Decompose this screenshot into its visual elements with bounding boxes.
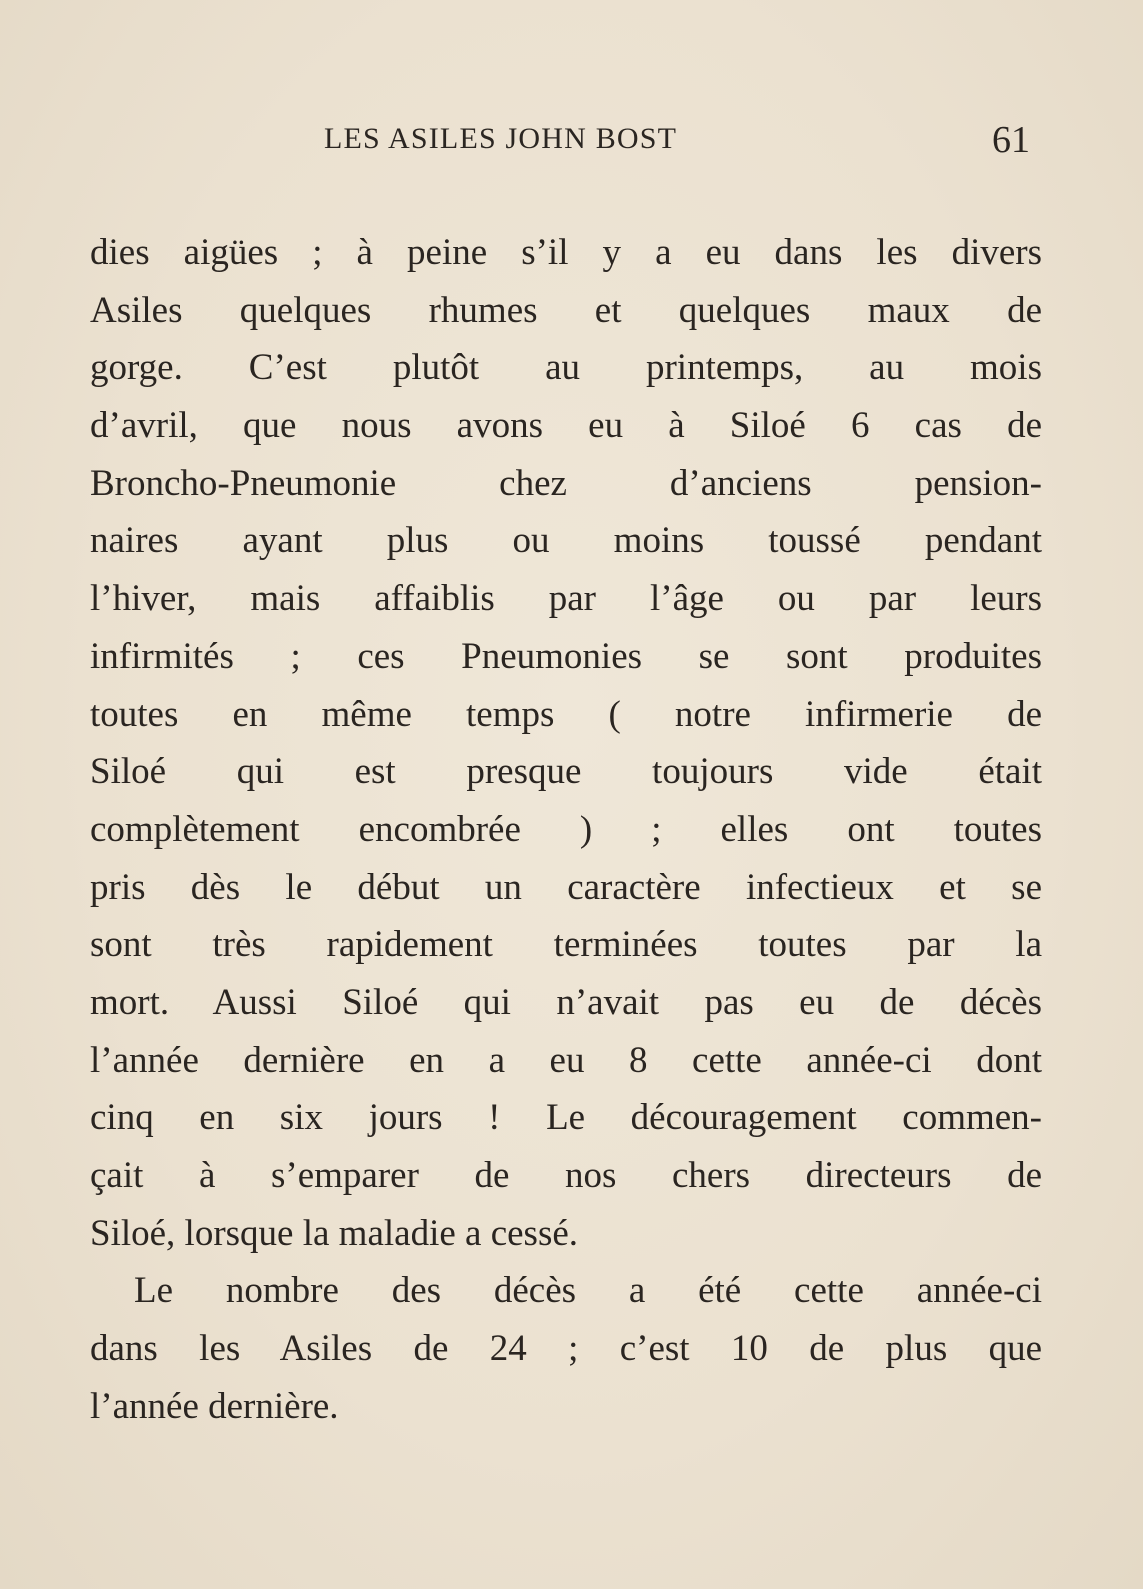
text-line: d’avril, que nous avons eu à Siloé 6 cas de: [90, 405, 1042, 447]
text-line: l’année dernière en a eu 8 cette année-ci dont: [90, 1039, 1042, 1081]
page-number: 61: [992, 119, 1030, 161]
text-line: toutes en même temps ( notre infirmerie de: [90, 693, 1042, 735]
text-line: naires ayant plus ou moins toussé pendant: [90, 520, 1042, 562]
text-line: infirmités ; ces Pneumonies se sont produites: [90, 635, 1042, 677]
text-line: Broncho-Pneumonie chez d’anciens pension-: [90, 462, 1042, 504]
paragraph-end-line: l’année dernière.: [90, 1385, 339, 1427]
text-line: pris dès le début un caractère infectieux et se: [90, 866, 1042, 908]
text-line: Siloé qui est presque toujours vide était: [90, 751, 1042, 793]
text-line: çait à s’emparer de nos chers directeurs de: [90, 1155, 1042, 1196]
paragraph-start-line: Le nombre des décès a été cette année-ci: [134, 1270, 1042, 1312]
text-line: l’hiver, mais affaiblis par l’âge ou par leurs: [90, 578, 1042, 620]
text-line: dies aigües ; à peine s’il y a eu dans les divers: [90, 232, 1042, 273]
running-title: LES ASILES JOHN BOST: [324, 122, 678, 155]
text-line: dans les Asiles de 24 ; c’est 10 de plus que: [90, 1328, 1042, 1370]
text-line: mort. Aussi Siloé qui n’avait pas eu de décès: [90, 981, 1042, 1023]
running-head: [90, 118, 1042, 168]
text-line: sont très rapidement terminées toutes par la: [90, 924, 1042, 966]
paragraph-end-line: Siloé, lorsque la maladie a cessé.: [90, 1212, 579, 1254]
text-line: gorge. C’est plutôt au printemps, au mois: [90, 347, 1042, 389]
text-line: cinq en six jours ! Le découragement commen-: [90, 1097, 1042, 1139]
body-text: [90, 224, 1042, 1435]
text-line: Asiles quelques rhumes et quelques maux de: [90, 289, 1042, 331]
text-line: complètement encombrée ) ; elles ont toutes: [90, 808, 1042, 850]
